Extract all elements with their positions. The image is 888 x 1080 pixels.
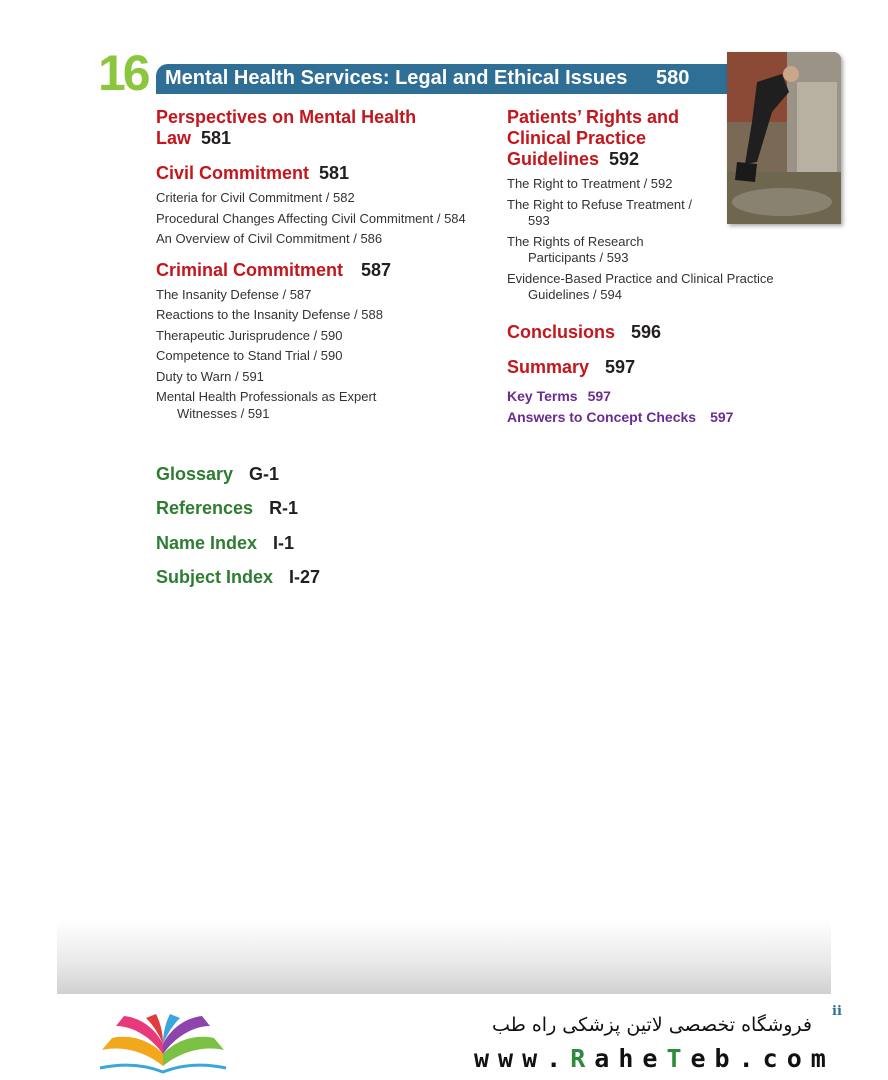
subentry-text: Reactions to the Insanity Defense bbox=[156, 307, 351, 322]
section-page: 581 bbox=[201, 128, 232, 148]
subentry-page: 593 bbox=[606, 250, 629, 265]
section-title: Criminal Commitment bbox=[156, 259, 344, 280]
toc-subject-index[interactable] bbox=[156, 567, 320, 588]
toc-extra-key-terms[interactable] bbox=[507, 387, 807, 405]
toc-subentry[interactable]: Criteria for Civil Commitment / 582 bbox=[156, 190, 355, 205]
chapter-page: 580 bbox=[656, 67, 690, 89]
section-title: Summary bbox=[507, 356, 590, 377]
subentry-page: 592 bbox=[650, 176, 673, 191]
toc-subentry[interactable]: Duty to Warn / 591 bbox=[156, 368, 264, 384]
shop-url[interactable] bbox=[474, 1044, 835, 1073]
subentry-page: 582 bbox=[332, 190, 355, 205]
section-title: Perspectives on Mental Health Law bbox=[156, 107, 417, 148]
url-suffix: eb.com bbox=[690, 1044, 835, 1073]
back-matter-label: Glossary bbox=[156, 464, 234, 484]
subentry-text: Therapeutic Jurisprudence bbox=[156, 327, 310, 343]
toc-glossary[interactable] bbox=[156, 464, 279, 485]
subentry-page: 584 bbox=[444, 210, 466, 226]
back-matter-label: Name Index bbox=[156, 533, 258, 553]
back-matter-page: I-1 bbox=[273, 533, 295, 553]
toc-subentry[interactable]: The Rights of Research Participants / 593 bbox=[507, 233, 644, 265]
toc-subentry[interactable]: Evidence-Based Practice and Clinical Practice Guidelines / 594 bbox=[507, 270, 774, 302]
toc-section[interactable] bbox=[156, 107, 496, 149]
shop-name-persian: فروشگاه تخصصی لاتین پزشکی راه طب bbox=[492, 1014, 812, 1036]
section-page: 581 bbox=[319, 163, 350, 183]
back-matter-page: R-1 bbox=[269, 498, 299, 518]
subentry-page: 590 bbox=[320, 327, 343, 343]
subentry-text: The Right to Treatment bbox=[507, 176, 640, 191]
url-mid: ahe bbox=[594, 1044, 667, 1073]
toc-section[interactable] bbox=[507, 322, 807, 343]
subentry-text: The Rights of Research Participants bbox=[507, 233, 644, 265]
subentry-page: 586 bbox=[360, 231, 383, 246]
section-title: Patients’ Rights and Clinical Practice Guidelines bbox=[507, 107, 680, 169]
url-prefix: www. bbox=[474, 1044, 571, 1073]
section-page: 587 bbox=[361, 259, 392, 280]
extra-label: Answers to Concept Checks bbox=[507, 408, 697, 425]
toc-subentry[interactable]: The Right to Treatment / 592 bbox=[507, 176, 673, 191]
toc-right-column bbox=[507, 107, 807, 426]
subentry-text: The Right to Refuse Treatment bbox=[507, 196, 685, 212]
subentry-text: Procedural Changes Affecting Civil Commitment bbox=[156, 210, 434, 226]
toc-subentry[interactable]: Therapeutic Jurisprudence / 590 bbox=[156, 327, 343, 343]
extra-page: 597 bbox=[710, 408, 734, 425]
toc-subentry[interactable]: The Insanity Defense / 587 bbox=[156, 286, 312, 302]
subentry-page: 594 bbox=[600, 287, 622, 302]
subentry-page: 593 bbox=[528, 213, 550, 228]
toc-section[interactable] bbox=[156, 163, 496, 184]
toc-section[interactable] bbox=[507, 357, 807, 378]
page-number: ii bbox=[832, 1004, 842, 1019]
section-page: 597 bbox=[605, 356, 636, 377]
subentry-text: Duty to Warn bbox=[156, 368, 232, 384]
subentry-text: Criteria for Civil Commitment bbox=[156, 190, 323, 205]
section-page: 596 bbox=[631, 321, 662, 342]
subentry-text: Evidence-Based Practice and Clinical Practice Guidelines bbox=[507, 270, 774, 302]
extra-label: Key Terms bbox=[507, 387, 578, 404]
back-matter-label: References bbox=[156, 498, 254, 518]
subentry-page: 587 bbox=[289, 286, 312, 302]
toc-extra-concept-checks[interactable] bbox=[507, 408, 807, 426]
subentry-text: Competence to Stand Trial bbox=[156, 348, 310, 363]
back-matter-label: Subject Index bbox=[156, 567, 274, 587]
back-matter-page: G-1 bbox=[249, 464, 280, 484]
book-logo-icon bbox=[98, 1010, 228, 1076]
toc-section[interactable] bbox=[507, 107, 682, 170]
subentry-page: 591 bbox=[242, 368, 264, 384]
toc-section[interactable] bbox=[156, 260, 496, 281]
toc-subentry[interactable]: Competence to Stand Trial / 590 bbox=[156, 348, 343, 363]
subentry-page: 590 bbox=[320, 348, 343, 363]
toc-subentry[interactable]: The Right to Refuse Treatment / 593 bbox=[507, 196, 692, 228]
url-letter-t: T bbox=[666, 1044, 691, 1073]
toc-name-index[interactable] bbox=[156, 533, 294, 554]
toc-subentry[interactable]: Reactions to the Insanity Defense / 588 bbox=[156, 307, 383, 322]
extra-page: 597 bbox=[587, 387, 611, 404]
subentry-page: 588 bbox=[361, 307, 383, 322]
section-title: Civil Commitment bbox=[156, 163, 310, 183]
toc-left-column bbox=[156, 107, 496, 422]
toc-subentry[interactable]: An Overview of Civil Commitment / 586 bbox=[156, 231, 383, 246]
section-title: Conclusions bbox=[507, 321, 616, 342]
toc-subentry[interactable]: Mental Health Professionals as Expert Witnesses / 591 bbox=[156, 389, 377, 421]
section-page: 592 bbox=[609, 149, 640, 169]
subentry-text: Mental Health Professionals as Expert Witnesses bbox=[156, 389, 377, 421]
footer-shadow bbox=[57, 920, 831, 994]
subentry-text: The Insanity Defense bbox=[156, 286, 279, 302]
back-matter-page: I-27 bbox=[289, 567, 321, 587]
toc-subentry[interactable]: Procedural Changes Affecting Civil Commitment / 584 bbox=[156, 210, 466, 226]
toc-references[interactable] bbox=[156, 498, 298, 519]
subentry-page: 591 bbox=[247, 405, 270, 421]
chapter-number: 16 bbox=[98, 45, 148, 101]
subentry-text: An Overview of Civil Commitment bbox=[156, 231, 350, 246]
url-letter-r: R bbox=[570, 1044, 595, 1073]
chapter-title[interactable]: Mental Health Services: Legal and Ethical Issues bbox=[165, 67, 628, 89]
